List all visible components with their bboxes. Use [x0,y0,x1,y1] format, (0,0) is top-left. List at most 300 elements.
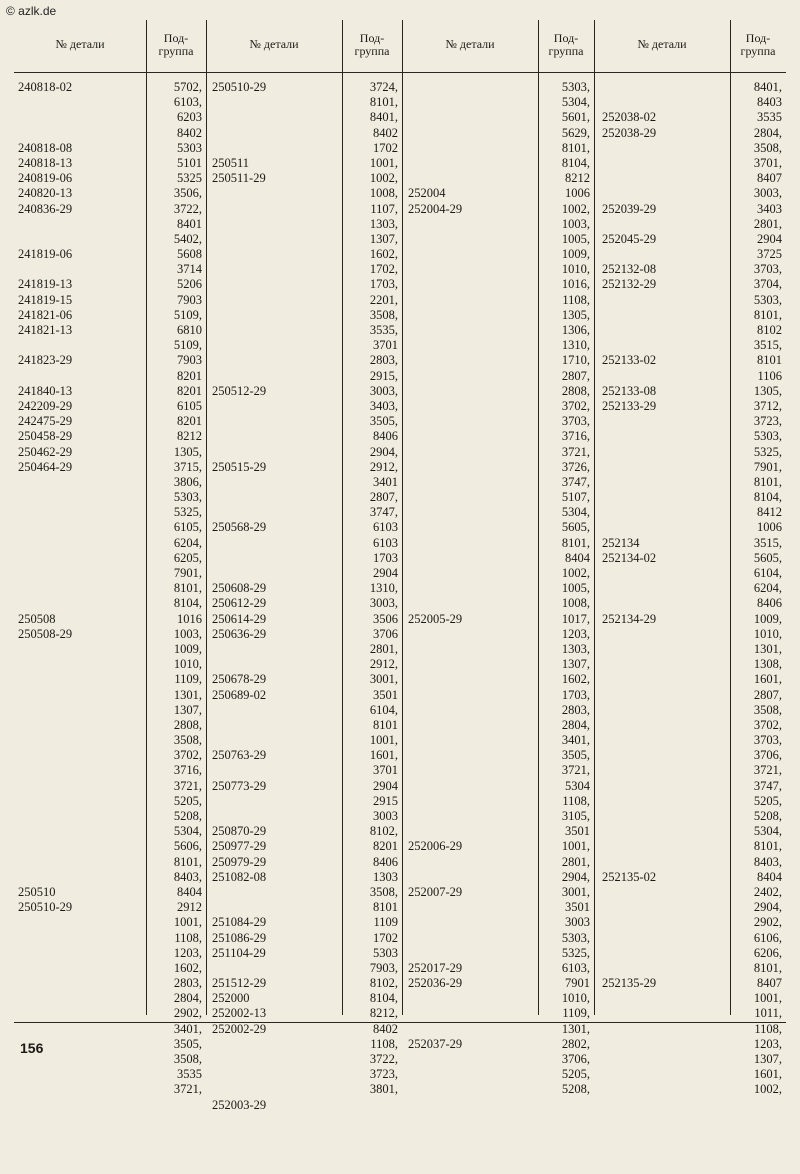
subgroup-cell: 1310, [561,338,590,353]
subgroup-cell: 6106, [753,930,782,945]
part-number-cell [408,293,534,308]
subgroup-cell: 1702 [373,140,398,155]
part-number-cell [408,217,534,232]
subgroup-cell: 6103, [173,95,202,110]
part-number-cell [408,688,534,703]
part-number-cell [602,733,728,748]
subgroup-cell: 1306, [561,323,590,337]
subgroup-cell: 3508, [369,884,398,899]
subgroup-cell: 3801, [369,1082,398,1097]
subgroup-cell: 6205, [173,550,202,565]
part-number-cell: 241819-13 [18,277,73,292]
subgroup-cell: 2803, [369,353,398,368]
part-number-cell [18,1067,144,1082]
part-number-cell [212,429,338,444]
part-number-cell: 250870-29 [212,824,267,839]
subgroup-cell: 5205, [753,793,782,808]
subgroup-cell: 2807, [753,687,782,702]
part-number-cell [18,703,144,718]
part-number-cell [602,794,728,809]
subgroup-cell: 8403 [757,95,782,110]
subgroup-cell: 1301, [753,641,782,656]
part-number-cell [18,95,144,110]
part-number-cell [18,490,144,505]
subgroup-cell: 1203, [561,626,590,641]
subgroup-cell: 1307, [173,702,202,717]
part-number-cell: 250977-29 [212,839,267,854]
part-number-cell [18,475,144,490]
subgroup-cell: 5325 [177,171,202,186]
subgroup-cell: 1005, [561,581,590,596]
subgroup-cell: 7903 [177,353,202,368]
subgroup-cell: 5608 [177,247,202,262]
part-number-cell: 250689-02 [212,687,267,702]
subgroup-cell: 1109, [562,1006,590,1021]
part-number-cell: 240836-29 [18,201,73,216]
part-number-cell: 252135-02 [602,869,657,884]
subgroup-cell: 1010, [173,657,202,672]
part-number-cell [408,232,534,247]
part-number-cell [602,490,728,505]
part-number-cell [18,809,144,824]
subgroup-cell: 8101, [561,535,590,550]
part-number-cell [212,763,338,778]
subgroup-cell: 1107, [370,201,398,216]
subgroup-cell: 3726, [561,459,590,474]
subgroup-cell: 1001, [369,155,398,170]
part-number-cell [602,141,728,156]
subgroup-cell: 2904 [373,566,398,580]
part-number-cell [602,961,728,976]
part-number-cell [212,369,338,384]
subgroup-cell: 8101, [753,307,782,322]
header-part-1: № детали [14,20,146,73]
part-number-cell [602,338,728,353]
subgroup-cell: 3703, [561,414,590,429]
part-number-cell: 252133-29 [602,398,657,413]
part-number-cell: 252003-29 [212,1097,267,1112]
part-number-cell [18,839,144,854]
part-number-cell [212,217,338,232]
subgroup-cell: 8403, [173,869,202,884]
part-number-cell [212,490,338,505]
subgroup-cell: 1010, [561,262,590,277]
header-sub-3: Под- группа [538,20,594,73]
subgroup-cell: 5304 [565,778,590,793]
subgroup-cell: 1601, [753,672,782,687]
subgroup-cell: 3403, [369,398,398,413]
part-number-cell [408,1022,534,1037]
part-number-cell [408,369,534,384]
subgroup-cell: 8402 [373,1021,398,1036]
part-number-cell [408,657,534,672]
part-number-cell [602,247,728,262]
part-number-cell [212,703,338,718]
subgroup-cell: 3701 [373,338,398,353]
subgroup-cell: 5303, [561,80,590,94]
part-number-cell [602,171,728,186]
subgroup-cell: 1203, [173,945,202,960]
part-number-cell [408,277,534,292]
part-number-cell [18,596,144,611]
subgroup-cell: 3506, [173,186,202,201]
part-number-cell [408,809,534,824]
subgroup-cell: 1016 [177,611,202,626]
part-number-cell [408,642,534,657]
part-number-cell [212,1037,338,1052]
part-number-cell [18,976,144,991]
subgroup-cell: 2904 [757,231,782,246]
part-number-cell [408,126,534,141]
part-number-cell [408,1006,534,1021]
subgroup-cell: 5208, [561,1082,590,1097]
part-number-cell [212,95,338,110]
subgroup-cell: 2808, [173,717,202,732]
header-sub-2: Под- группа [342,20,402,73]
subgroup-cell: 8101, [753,474,782,489]
part-number-cell [408,915,534,930]
subgroup-cell: 8404 [565,550,590,565]
part-number-cell [408,156,534,171]
part-number-cell: 250508-29 [18,626,73,641]
subgroup-cell: 1303, [561,641,590,656]
subgroup-cell: 3747, [369,505,398,520]
part-number-cell [212,262,338,277]
column-divider [594,20,595,1015]
part-column-1 [18,80,144,1098]
subgroup-cell: 1702, [369,262,398,277]
part-number-cell: 252038-29 [602,125,657,140]
subgroup-cell: 8104, [173,596,202,611]
subgroup-cell: 3716, [561,429,590,444]
subgroup-cell: 2808, [561,383,590,398]
subgroup-cell: 1108, [174,930,202,945]
part-number-cell: 252045-29 [602,231,657,246]
part-number-cell: 241821-13 [18,323,73,337]
subgroup-cell: 1702 [373,930,398,945]
subgroup-cell: 1602, [173,960,202,975]
part-number-cell [212,323,338,338]
part-number-cell [18,733,144,748]
subgroup-cell: 1016, [561,277,590,292]
part-number-cell [602,672,728,687]
subgroup-cell: 3535 [177,1067,202,1082]
part-number-cell [212,414,338,429]
part-number-cell [602,991,728,1006]
subgroup-cell: 3003, [369,383,398,398]
part-number-cell: 251082-08 [212,869,267,884]
part-number-cell: 250614-29 [212,611,267,626]
subgroup-cell: 1703, [561,687,590,702]
part-number-cell [18,566,144,581]
part-number-cell [18,536,144,551]
part-number-cell: 241823-29 [18,353,73,368]
part-number-cell [212,110,338,125]
part-number-cell [602,855,728,870]
subgroup-cell: 8101, [369,95,398,110]
part-number-cell [602,885,728,900]
subgroup-cell: 5304, [753,824,782,839]
subgroup-cell: 7901, [753,459,782,474]
subgroup-cell: 3003 [373,809,398,823]
part-number-cell [212,657,338,672]
subgroup-cell: 3508, [173,733,202,748]
subgroup-cell: 5109, [173,338,202,353]
part-number-cell [212,885,338,900]
subgroup-cell: 7901, [173,566,202,580]
subgroup-cell: 2915, [369,368,398,383]
part-number-cell: 250515-29 [212,459,267,474]
subgroup-cell: 3747, [753,778,782,793]
subgroup-cell: 6104, [369,702,398,717]
subgroup-cell: 1307, [753,1052,782,1066]
subgroup-cell: 1303 [373,869,398,884]
part-number-cell [408,490,534,505]
parts-table [14,10,786,1112]
part-number-cell [18,870,144,885]
subgroup-cell: 6206, [753,945,782,960]
part-number-cell [212,1143,338,1158]
subgroup-cell: 8201 [373,839,398,854]
part-number-cell [602,763,728,778]
part-number-cell [212,1082,338,1097]
subgroup-cell: 5303, [753,429,782,444]
subgroup-cell: 3721, [561,444,590,459]
part-number-cell [602,703,728,718]
part-number-cell [408,551,534,566]
part-number-cell [18,763,144,778]
subgroup-cell: 1307, [369,231,398,246]
subgroup-cell: 5303 [373,945,398,960]
subgroup-cell: 8101, [753,839,782,854]
part-number-cell [602,217,728,232]
part-number-cell: 252134-02 [602,550,657,565]
part-number-cell: 252004 [408,186,446,201]
subgroup-cell: 3716, [173,763,202,778]
part-number-cell [408,110,534,125]
part-number-cell [602,809,728,824]
subgroup-cell: 3508, [753,140,782,155]
part-number-cell [602,308,728,323]
part-number-cell: 241819-06 [18,247,73,262]
part-number-cell [408,1082,534,1097]
part-number-cell [408,247,534,262]
subgroup-cell: 3747, [561,474,590,489]
part-number-cell [602,186,728,201]
subgroup-cell: 7901 [565,976,590,991]
part-number-cell [18,338,144,353]
part-number-cell [18,262,144,277]
subgroup-cell: 3721, [753,763,782,778]
subgroup-cell: 5107, [561,490,590,505]
subgroup-cell: 6103 [373,520,398,535]
subgroup-cell: 1310, [369,581,398,596]
part-column-4 [602,80,728,1082]
subgroup-cell: 8201 [177,368,202,383]
part-number-cell [602,1006,728,1021]
subgroup-cell: 5325, [173,505,202,520]
subgroup-cell: 3003 [565,915,590,930]
part-number-cell [602,80,728,95]
part-column-2 [212,80,338,1174]
subgroup-cell: 6203 [177,110,202,125]
part-number-cell [18,1082,144,1097]
part-number-cell [18,110,144,125]
subgroup-cell: 5605, [561,520,590,535]
column-divider [402,20,403,1015]
part-number-cell: 250636-29 [212,626,267,641]
part-number-cell [408,703,534,718]
part-number-cell [408,399,534,414]
part-number-cell: 250510-29 [18,900,73,915]
part-number-cell [18,520,144,535]
part-number-cell: 252036-29 [408,976,463,991]
subgroup-cell: 3505, [561,748,590,763]
part-number-cell [408,95,534,110]
part-number-cell [408,794,534,809]
part-number-cell [602,520,728,535]
subgroup-cell: 5304, [561,505,590,520]
subgroup-cell: 8101 [373,717,398,732]
subgroup-cell: 6103, [561,960,590,975]
subgroup-cell: 1002, [369,171,398,186]
part-number-cell [212,733,338,748]
subgroup-cell: 2902, [173,1006,202,1021]
part-number-cell: 252038-02 [602,110,657,125]
subgroup-cell: 1002, [561,566,590,580]
part-number-cell [602,642,728,657]
subgroup-cell: 3501 [565,824,590,839]
part-number-cell: 252037-29 [408,1036,463,1051]
part-number-cell [602,900,728,915]
subgroup-cell: 3706 [373,626,398,641]
part-number-cell [18,1006,144,1021]
part-number-cell [602,657,728,672]
subgroup-cell: 3722, [369,1052,398,1066]
part-number-cell [602,1037,728,1052]
part-number-cell: 252039-29 [602,201,657,216]
part-number-cell: 252132-08 [602,262,657,277]
subgroup-cell: 3715, [173,459,202,474]
subgroup-cell: 1003, [561,216,590,231]
subgroup-cell: 8102, [369,824,398,839]
part-number-cell [408,946,534,961]
header-part-2: № детали [206,20,342,73]
part-number-cell: 250464-29 [18,459,73,474]
subgroup-cell: 2902, [753,915,782,930]
part-number-cell [18,794,144,809]
part-number-cell [212,202,338,217]
subgroup-cell: 5205, [561,1067,590,1082]
subgroup-cell: 1010, [561,991,590,1006]
part-number-cell: 252132-29 [602,277,657,292]
subgroup-cell: 1203, [753,1036,782,1051]
part-number-cell: 240819-06 [18,171,73,186]
subgroup-cell: 8401, [369,110,398,125]
subgroup-cell: 1002, [561,201,590,216]
part-number-cell [212,1113,338,1128]
part-number-cell [602,779,728,794]
subgroup-cell: 1710, [561,353,590,368]
part-number-cell [18,688,144,703]
part-number-cell [212,794,338,809]
header-part-3: № детали [402,20,538,73]
part-number-cell [212,1128,338,1143]
subgroup-cell: 1307, [561,657,590,672]
subgroup-cell: 5303, [561,930,590,945]
part-number-cell [212,399,338,414]
subgroup-cell: 3501 [373,687,398,702]
subgroup-cell: 6204, [173,535,202,550]
part-number-cell [408,596,534,611]
subgroup-cell: 8101 [373,900,398,915]
part-number-cell: 240820-13 [18,186,73,201]
part-number-cell: 251512-29 [212,976,267,991]
part-number-cell [212,277,338,292]
subgroup-cell: 8404 [177,884,202,899]
subgroup-cell: 3703, [753,733,782,748]
subgroup-cell: 1001, [369,733,398,748]
subgroup-cell: 1303, [369,216,398,231]
subgroup-cell: 3701, [753,155,782,170]
part-number-cell [212,1052,338,1067]
part-number-cell: 250979-29 [212,854,267,869]
part-number-cell [408,171,534,186]
subgroup-cell: 3721, [561,763,590,778]
subgroup-cell: 5601, [561,110,590,125]
subgroup-cell: 2801, [561,854,590,869]
subgroup-cell: 3003, [753,186,782,201]
subgroup-cell: 3723, [369,1067,398,1082]
subgroup-cell: 3535, [369,323,398,337]
subgroup-cell: 2912 [177,900,202,915]
subgroup-cell: 3401 [373,474,398,489]
part-number-cell [212,338,338,353]
part-number-cell [18,672,144,687]
part-number-cell [18,217,144,232]
part-number-cell [408,308,534,323]
subgroup-cell: 2804, [561,717,590,732]
part-number-cell [602,566,728,581]
subgroup-cell: 1011, [754,1006,782,1021]
subgroup-cell: 5208, [753,809,782,823]
subgroup-cell: 1308, [753,657,782,672]
subgroup-cell: 5702, [173,80,202,94]
subgroup-cell: 5629, [561,125,590,140]
subgroup-cell: 2402, [753,884,782,899]
subgroup-cell: 1009, [173,641,202,656]
part-number-cell [408,536,534,551]
subgroup-cell: 3401, [561,733,590,748]
part-number-cell [18,855,144,870]
subgroup-cell: 3714 [177,262,202,277]
subgroup-cell: 8104, [753,490,782,505]
part-number-cell [408,870,534,885]
part-number-cell [18,961,144,976]
part-number-cell: 241819-15 [18,292,73,307]
part-number-cell [18,824,144,839]
subgroup-cell: 8212 [177,429,202,444]
part-number-cell [408,262,534,277]
part-number-cell [602,839,728,854]
part-number-cell [408,763,534,778]
subgroup-cell: 8401, [753,80,782,94]
part-number-cell [408,505,534,520]
subgroup-cell: 3508, [369,307,398,322]
part-number-cell [602,293,728,308]
part-number-cell [18,581,144,596]
subgroup-cell: 5606, [173,839,202,854]
